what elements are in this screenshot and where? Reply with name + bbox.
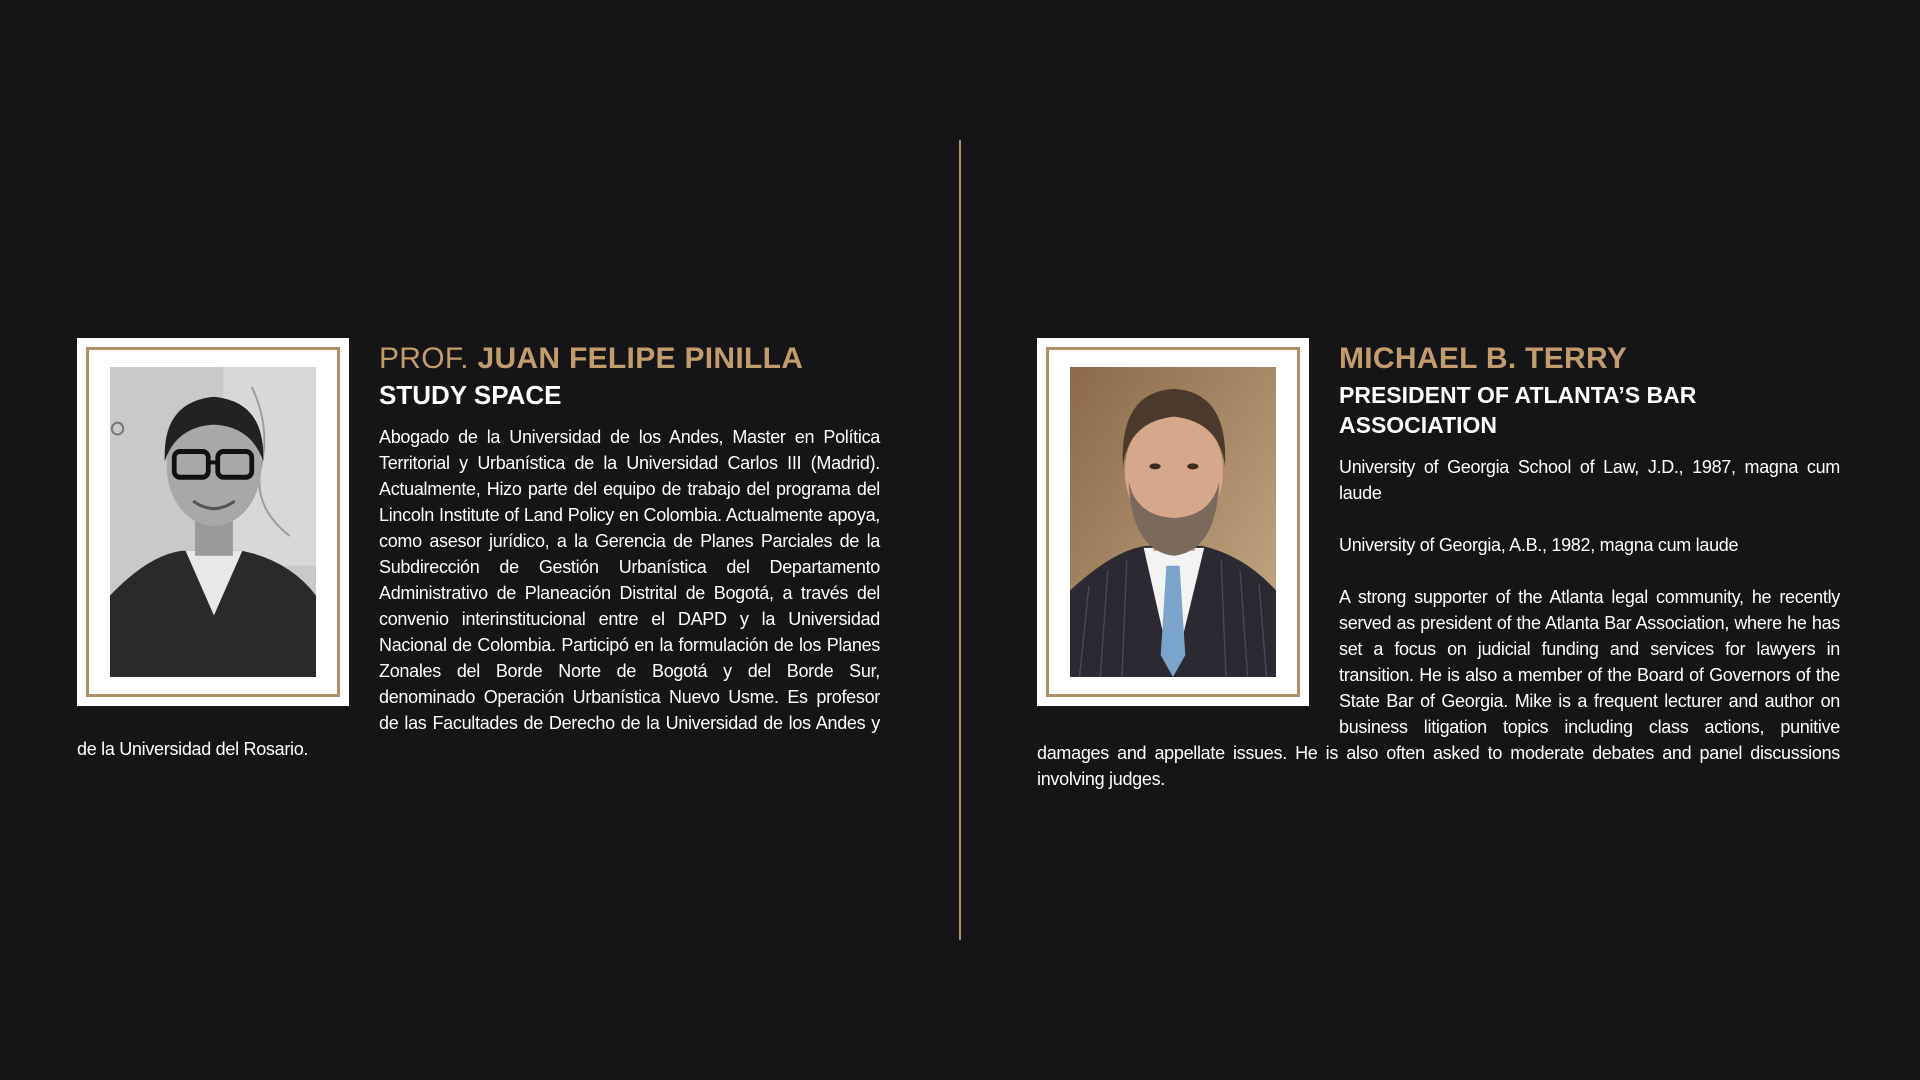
profile-bio-line-2: University of Georgia, A.B., 1982, magna cum laude [1339,535,1739,555]
profile-bio-paragraph: A strong supporter of the Atlanta legal community, he recently served as president of the Atlanta Bar Association, where he has set a focus on judicial funding and services for lawyers in transition. He is also a member of the Board of Governors of the State Bar of Georgia. Mike is a frequent lecturer and author on business litigation topics including class actions, punitive damages and appellate issues. He is also often asked to moderate debates and panel discussions involving judges. [1037,587,1840,789]
photo-border [1046,347,1300,697]
profile-michael-b-terry [1037,338,1840,792]
profile-juan-felipe-pinilla [77,338,880,762]
portrait-photo-icon [110,367,316,677]
profile-subtitle: STUDY SPACE [379,380,562,410]
vertical-divider [959,140,961,940]
name-prefix: PROF. [379,342,478,375]
profile-name: MICHAEL B. TERRY [1339,342,1628,375]
photo-frame [77,338,349,706]
profile-subtitle: PRESIDENT OF ATLANTA’S BAR ASSOCIATION [1339,382,1697,438]
profile-bio: Abogado de la Universidad de los Andes, Master en Política Territorial y Urbanística de la Universidad Carlos III (Madrid). Actualmente, Hizo parte del equipo de trabajo del programa del Lincoln Institute of Land Policy en Colombia. Actualmente apoya, como asesor jurídico, a la Gerencia de Planes Parciales de la Subdirección de Gestión Urbanística del Departamento Administrativo de Planeación Distrital de Bogotá, a través del convenio interinstitucional entre el DAPD y la Universidad Nacional de Colombia. Participó en la formulación de los Planes Zonales del Borde Norte de Bogotá y del Borde Sur, denominado Operación Urbanística Nuevo Usme. Es profesor de las Facultades de Derecho de la Universidad de los Andes y de la Universidad del Rosario. [77,427,880,759]
photo-frame [1037,338,1309,706]
photo-border [86,347,340,697]
portrait-photo-icon [1070,367,1276,677]
profile-bio-line-1: University of Georgia School of Law, J.D., 1987, magna cum laude [1339,457,1840,503]
name-text: JUAN FELIPE PINILLA [477,342,804,375]
